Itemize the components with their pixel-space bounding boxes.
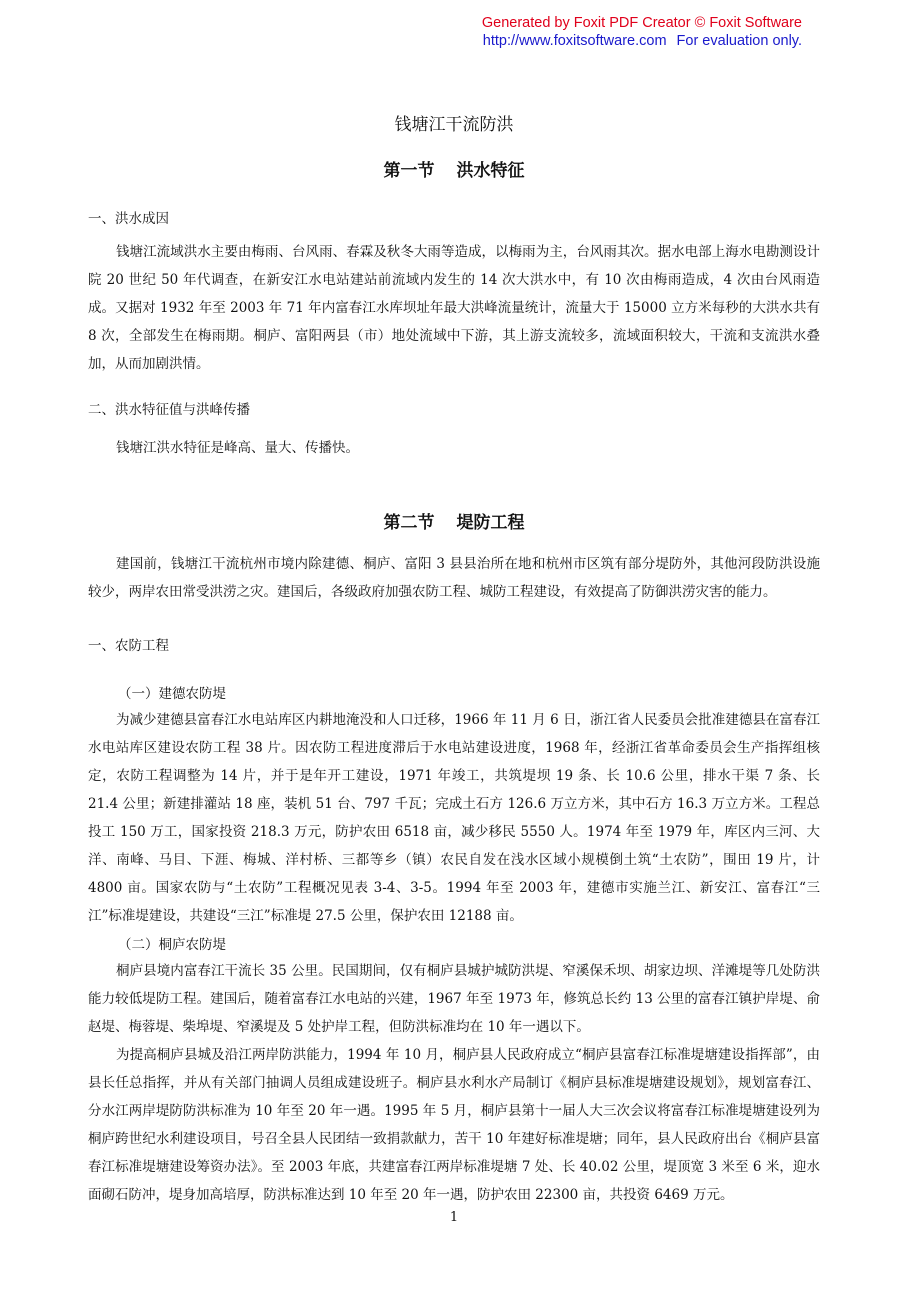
document-title: 钱塘江干流防洪 [394, 115, 514, 135]
section-1-name: 洪水特征 [456, 161, 525, 181]
evaluation-watermark [482, 14, 802, 50]
paragraph-embankment-intro: 建国前，钱塘江干流杭州市境内除建德、桐庐、富阳 3 县县治所在地和杭州市区筑有部分堤防外，其他河段防洪设施较少，两岸农田常受洪涝之灾。建国后，各级政府加强农防工程、城防工程建设，有效提高了防御洪涝灾害的能力。 [88, 556, 820, 600]
subheading-tonglu: （二）桐庐农防堤 [118, 937, 226, 953]
watermark-url-link[interactable]: http://www.foxitsoftware.com [482, 33, 667, 49]
watermark-generator-text: Generated by Foxit PDF Creator © Foxit Software [481, 15, 802, 31]
subheading-jiande: （一）建德农防堤 [118, 686, 226, 702]
watermark-line2 [482, 32, 802, 50]
page-number: 1 [449, 1210, 459, 1225]
paragraph-flood-causes: 钱塘江流域洪水主要由梅雨、台风雨、春霖及秋冬大雨等造成，以梅雨为主，台风雨其次。据水电部上海水电勘测设计院 20 世纪 50 年代调查，在新安江水电站建站前流域内发生的 14 次大洪水中，有 10 次由梅雨造成，4 次由台风雨造成。又据对 1932 年至 2003 年 71 年内富春江水库坝址年最大洪峰流量统计，流量大于 15000 立方米每秒的大洪水共有 8 次，全部发生在梅雨期。桐庐、富阳两县（市）地处流域中下游，其上游支流较多，流域面积较大，干流和支流洪水叠加，从而加剧洪情。 [88, 244, 820, 372]
section-2-heading [88, 508, 820, 533]
section-2-label: 第二节 [383, 513, 435, 533]
paragraph-jiande: 为减少建德县富春江水电站库区内耕地淹没和人口迁移，1966 年 11 月 6 日，浙江省人民委员会批准建德县在富春江水电站库区建设农防工程 38 片。因农防工程进度滞后于水电站建设进度，1968 年，经浙江省革命委员会生产指挥组核定，农防工程调整为 14 片，并于是年开工建设，1971 年竣工，共筑堤坝 19 条、长 10.6 公里，排水干渠 7 条、长 21.4 公里；新建排灌站 18 座，装机 51 台、797 千瓦；完成土石方 126.6 万立方米，其中石方 16.3 万立方米。工程总投工 150 万工，国家投资 218.3 万元，防护农田 6518 亩，减少移民 5550 人。1974 年至 1979 年，库区内三河、大洋、南峰、马目、下涯、梅城、洋村桥、三都等乡（镇）农民自发在浅水区域小规模倒土筑“土农防”，围田 19 片，计 4800 亩。国家农防与“土农防”工程概况见表 3-4、3-5。1994 年至 2003 年，建德市实施兰江、新安江、富春江“三江”标准堤建设，共建设“三江”标准堤 27.5 公里，保护农田 12188 亩。 [88, 712, 820, 924]
section-2-name: 堤防工程 [456, 513, 525, 533]
heading-flood-characteristics: 二、洪水特征值与洪峰传播 [88, 402, 250, 418]
section-1-label: 第一节 [383, 161, 435, 181]
section-1-heading [88, 156, 820, 181]
watermark-note: For evaluation only. [676, 33, 802, 49]
paragraph-flood-characteristics: 钱塘江洪水特征是峰高、量大、传播快。 [116, 440, 359, 456]
heading-flood-causes: 一、洪水成因 [88, 211, 169, 227]
heading-farmland-works: 一、农防工程 [88, 638, 169, 654]
paragraph-tonglu-history: 桐庐县境内富春江干流长 35 公里。民国期间，仅有桐庐县城护城防洪堤、窄溪保禾坝、胡家边坝、洋滩堤等几处防洪能力较低堤防工程。建国后，随着富春江水电站的兴建，1967 年至 1973 年，修筑总长约 13 公里的富春江镇护岸堤、俞赵堤、梅蓉堤、柴埠堤、窄溪堤及 5 处护岸工程，但防洪标准均在 10 年一遇以下。 [88, 963, 820, 1035]
paragraph-tonglu-standard: 为提高桐庐县城及沿江两岸防洪能力，1994 年 10 月，桐庐县人民政府成立“桐庐县富春江标准堤塘建设指挥部”，由县长任总指挥，并从有关部门抽调人员组成建设班子。桐庐县水利水产局制订《桐庐县标准堤塘建设规划》，规划富春江、分水江两岸堤防防洪标准为 10 年至 20 年一遇。1995 年 5 月，桐庐县第十一届人大三次会议将富春江标准堤塘建设列为桐庐跨世纪水利建设项目，号召全县人民团结一致捐款献力，苦干 10 年建好标准堤塘；同年，县人民政府出台《桐庐县富春江标准堤塘建设筹资办法》。至 2003 年底，共建富春江两岸标准堤塘 7 处、长 40.02 公里，堤顶宽 3 米至 6 米，迎水面砌石防冲，堤身加高培厚，防洪标准达到 10 年至 20 年一遇，防护农田 22300 亩，共投资 6469 万元。 [88, 1047, 820, 1203]
